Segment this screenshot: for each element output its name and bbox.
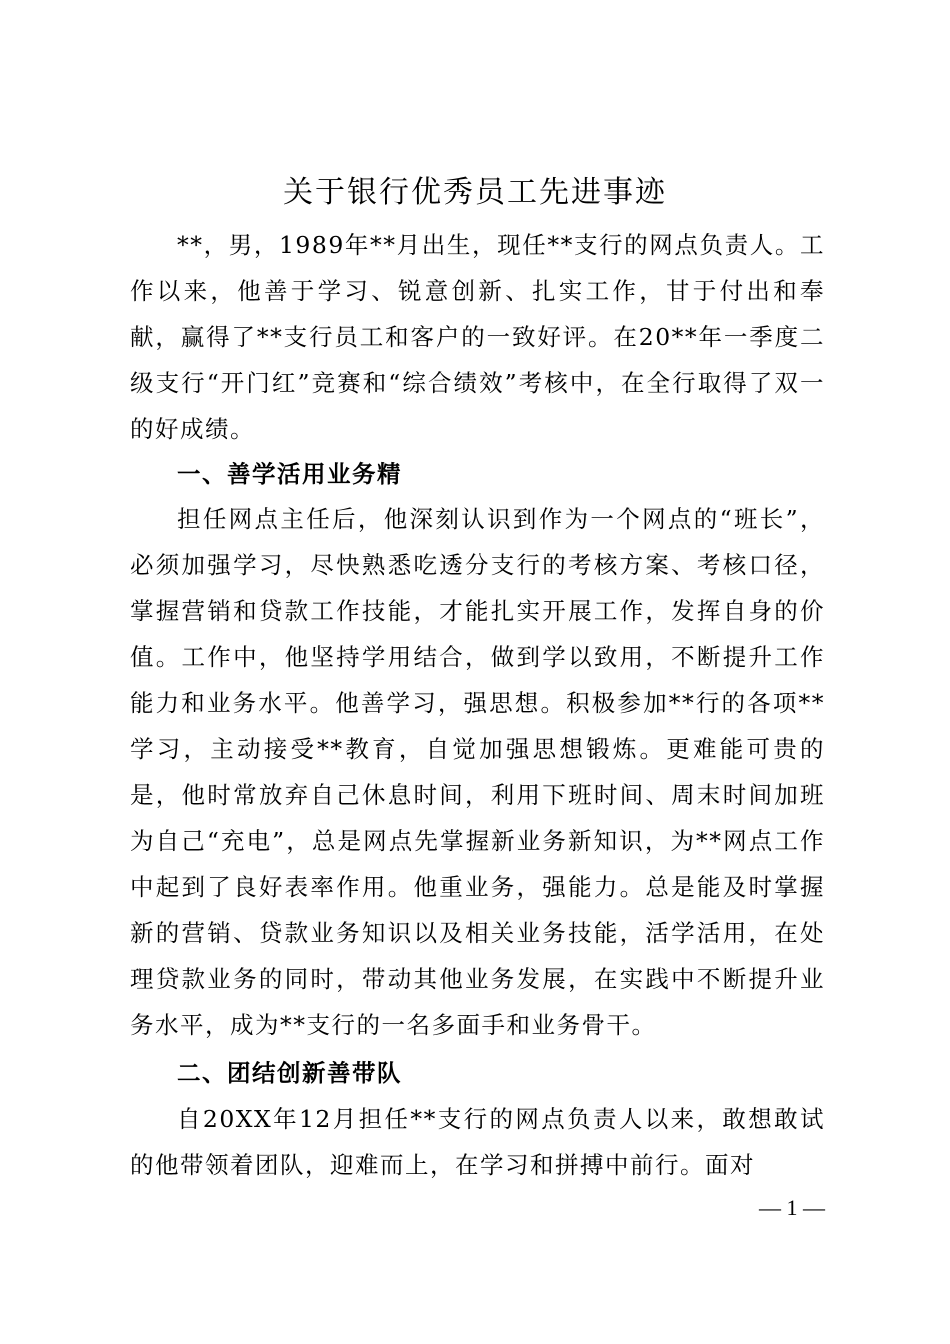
- page-number: — 1 —: [759, 1195, 825, 1220]
- section-heading-1: 一、善学活用业务精: [177, 460, 402, 488]
- intro-paragraph: **，男，1989年**月出生，现任**支行的网点负责人。工作以来，他善于学习、锐意创新、扎实工作，甘于付出和奉献，赢得了**支行员工和客户的一致好评。在20**年一季度二级支行“开门红”竞赛和“综合绩效”考核中，在全行取得了双一的好成绩。: [130, 231, 825, 443]
- document-title: 关于银行优秀员工先进事迹: [283, 175, 667, 210]
- section-heading-2: 二、团结创新善带队: [177, 1059, 402, 1087]
- section-body-1: 担任网点主任后，他深刻认识到作为一个网点的“班长”，必须加强学习，尽快熟悉吃透分支行的考核方案、考核口径，掌握营销和贷款工作技能，才能扎实开展工作，发挥自身的价值。工作中，他坚持学用结合，做到学以致用，不断提升工作能力和业务水平。他善学习，强思想。积极参加**行的各项**学习，主动接受**教育，自觉加强思想锻炼。更难能可贵的是，他时常放弃自己休息时间，利用下班时间、周末时间加班为自己“充电”，总是网点先掌握新业务新知识，为**网点工作中起到了良好表率作用。他重业务，强能力。总是能及时掌握新的营销、贷款业务知识以及相关业务技能，活学活用，在处理贷款业务的同时，带动其他业务发展，在实践中不断提升业务水平，成为**支行的一名多面手和业务骨干。: [130, 505, 825, 1039]
- section-body-2: 自20XX年12月担任**支行的网点负责人以来，敢想敢试的他带领着团队，迎难而上，在学习和拼搏中前行。面对: [130, 1105, 825, 1179]
